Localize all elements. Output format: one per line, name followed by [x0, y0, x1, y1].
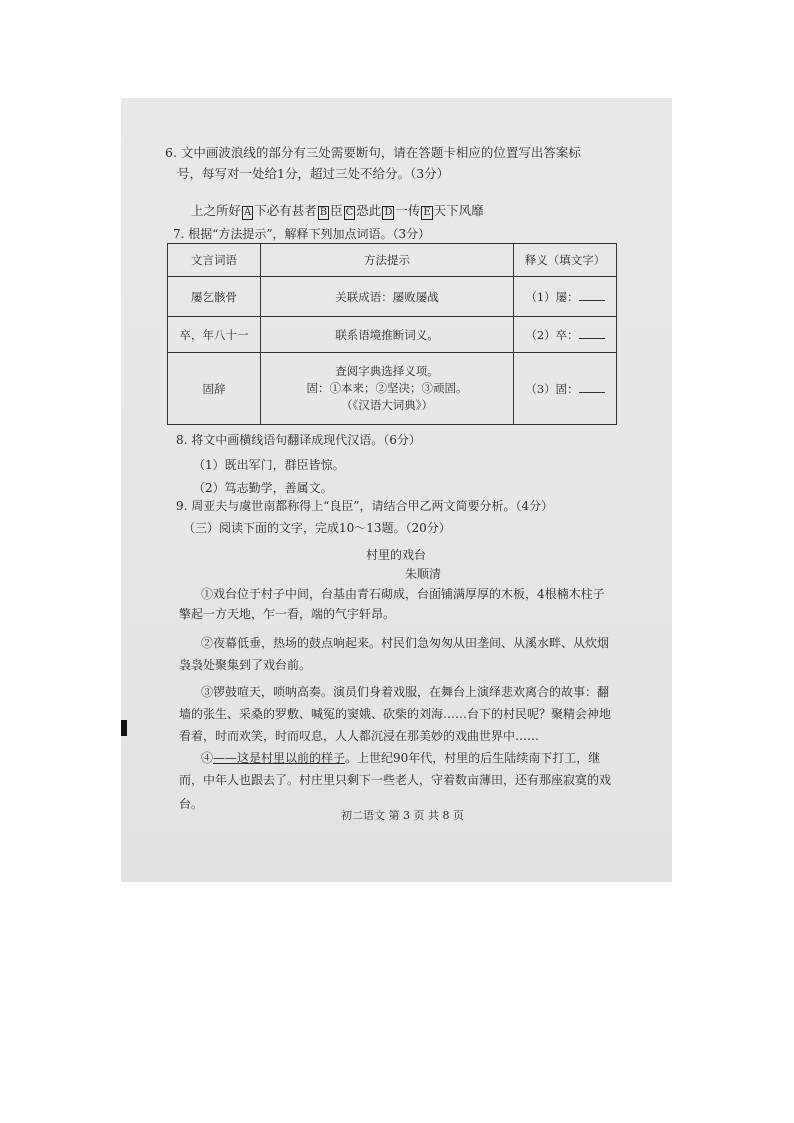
paragraph-number: ④ [201, 751, 214, 765]
row-method [261, 353, 514, 425]
story-title: 村里的戏台 [366, 548, 427, 562]
paragraph-4-rest: 。上世纪90年代，村里的后生陆续南下打工，继 [345, 751, 601, 765]
q6-sentence-part: 下必有甚者 [254, 203, 317, 218]
q6-line1: 6. 文中画波浪线的部分有三处需要断句，请在答题卡相应的位置写出答案标 [165, 145, 581, 160]
paragraph-4-line2: 而，中年人也跟去了。村庄里只剩下一些老人，守着数亩薄田，还有那座寂寞的戏 [179, 773, 612, 787]
paragraph-3-line3: 看着，时而欢笑，时而叹息，人人都沉浸在那美妙的戏曲世界中…… [179, 729, 540, 743]
header-word: 文言词语 [168, 244, 261, 277]
paragraph-1-line1: ①戏台位于村子中间，台基由青石砌成，台面铺满厚厚的木板，4根楠木柱子 [201, 587, 605, 601]
row-answer[interactable] [514, 317, 617, 353]
exam-page [121, 98, 672, 882]
paragraph-3-line1: ③锣鼓喧天，唢呐高奏。演员们身着戏服，在舞台上演绎悲欢离合的故事：翻 [201, 685, 610, 699]
row-method: 联系语境推断词义。 [261, 317, 514, 353]
q8-prompt: 8. 将文中画横线语句翻译成现代汉语。（6分） [176, 433, 421, 447]
answer-blank[interactable] [579, 290, 605, 301]
q6-sentence-part: 上之所好 [191, 203, 242, 218]
binder-clip-mark [121, 720, 127, 736]
row-answer[interactable] [514, 277, 617, 317]
table-row [168, 353, 617, 425]
q6-sentence-part: 天下风靡 [433, 203, 484, 218]
paragraph-4-line3: 台。 [179, 797, 204, 811]
header-meaning: 释义（填文字） [514, 244, 617, 277]
q6-line2: 号，每写对一处给1分，超过三处不给分。（3分） [177, 166, 450, 181]
paragraph-3-line2: 墙的张生、采桑的罗敷、喊冤的窦娥、砍柴的刘海……台下的村民呢？聚精会神地 [179, 707, 612, 721]
paragraph-1-line2: 擎起一方天地，乍一看，端的气宇轩昂。 [179, 607, 396, 621]
answer-blank[interactable] [579, 328, 605, 339]
answer-label: （1）屡： [525, 289, 579, 304]
row-answer[interactable] [514, 353, 617, 425]
row-word: 固辞 [168, 353, 261, 425]
answer-box-c: C [345, 207, 354, 218]
table-row [168, 317, 617, 353]
paragraph-4-line1 [201, 750, 600, 766]
q8-item1: （1）既出军门，群臣皆惊。 [193, 458, 345, 472]
header-method: 方法提示 [261, 244, 514, 277]
method-line: 固：①本来；②坚决；③顽固。 [306, 381, 468, 395]
q6-sentence-part: 一传 [395, 203, 421, 218]
q8-item2: （2）笃志勤学，善属文。 [193, 481, 333, 495]
method-line: 查阅字典选择义项。 [335, 364, 439, 378]
answer-box-d: D [384, 207, 393, 218]
story-author: 朱顺清 [405, 567, 442, 581]
q6-sentence-part: 臣 [330, 203, 343, 218]
q6-sentence-part: 恐此 [356, 203, 382, 218]
method-line: （《汉语大词典》） [341, 398, 433, 412]
answer-blank[interactable] [579, 382, 605, 393]
underlined-sentence: ——这是村里以前的样子 [213, 751, 346, 765]
q9-prompt: 9. 周亚夫与虞世南都称得上“良臣”，请结合甲乙两文简要分析。（4分） [176, 499, 554, 513]
q6-sentence [191, 203, 484, 220]
section3-prompt: （三）阅读下面的文字，完成10～13题。（20分） [183, 521, 451, 535]
answer-box-a: A [244, 207, 252, 218]
answer-box-e: E [423, 207, 431, 218]
answer-box-b: B [319, 207, 328, 218]
answer-label: （2）卒： [525, 327, 579, 342]
row-word: 卒，年八十一 [168, 317, 261, 353]
page-footer: 初二语文 第 3 页 共 8 页 [341, 809, 464, 822]
answer-label: （3）固： [525, 381, 579, 396]
paragraph-2-line1: ②夜幕低垂，热场的鼓点响起来。村民们急匆匆从田垄间、从溪水畔、从炊烟 [201, 636, 610, 650]
row-method: 关联成语：屡败屡战 [261, 277, 514, 317]
row-word: 屡乞骸骨 [168, 277, 261, 317]
table-row [168, 277, 617, 317]
q7-prompt: 7. 根据“方法提示”，解释下列加点词语。（3分） [173, 227, 431, 241]
table-header-row [168, 244, 617, 277]
paragraph-2-line2: 袅袅处聚集到了戏台前。 [179, 658, 312, 672]
method-table [167, 243, 617, 425]
